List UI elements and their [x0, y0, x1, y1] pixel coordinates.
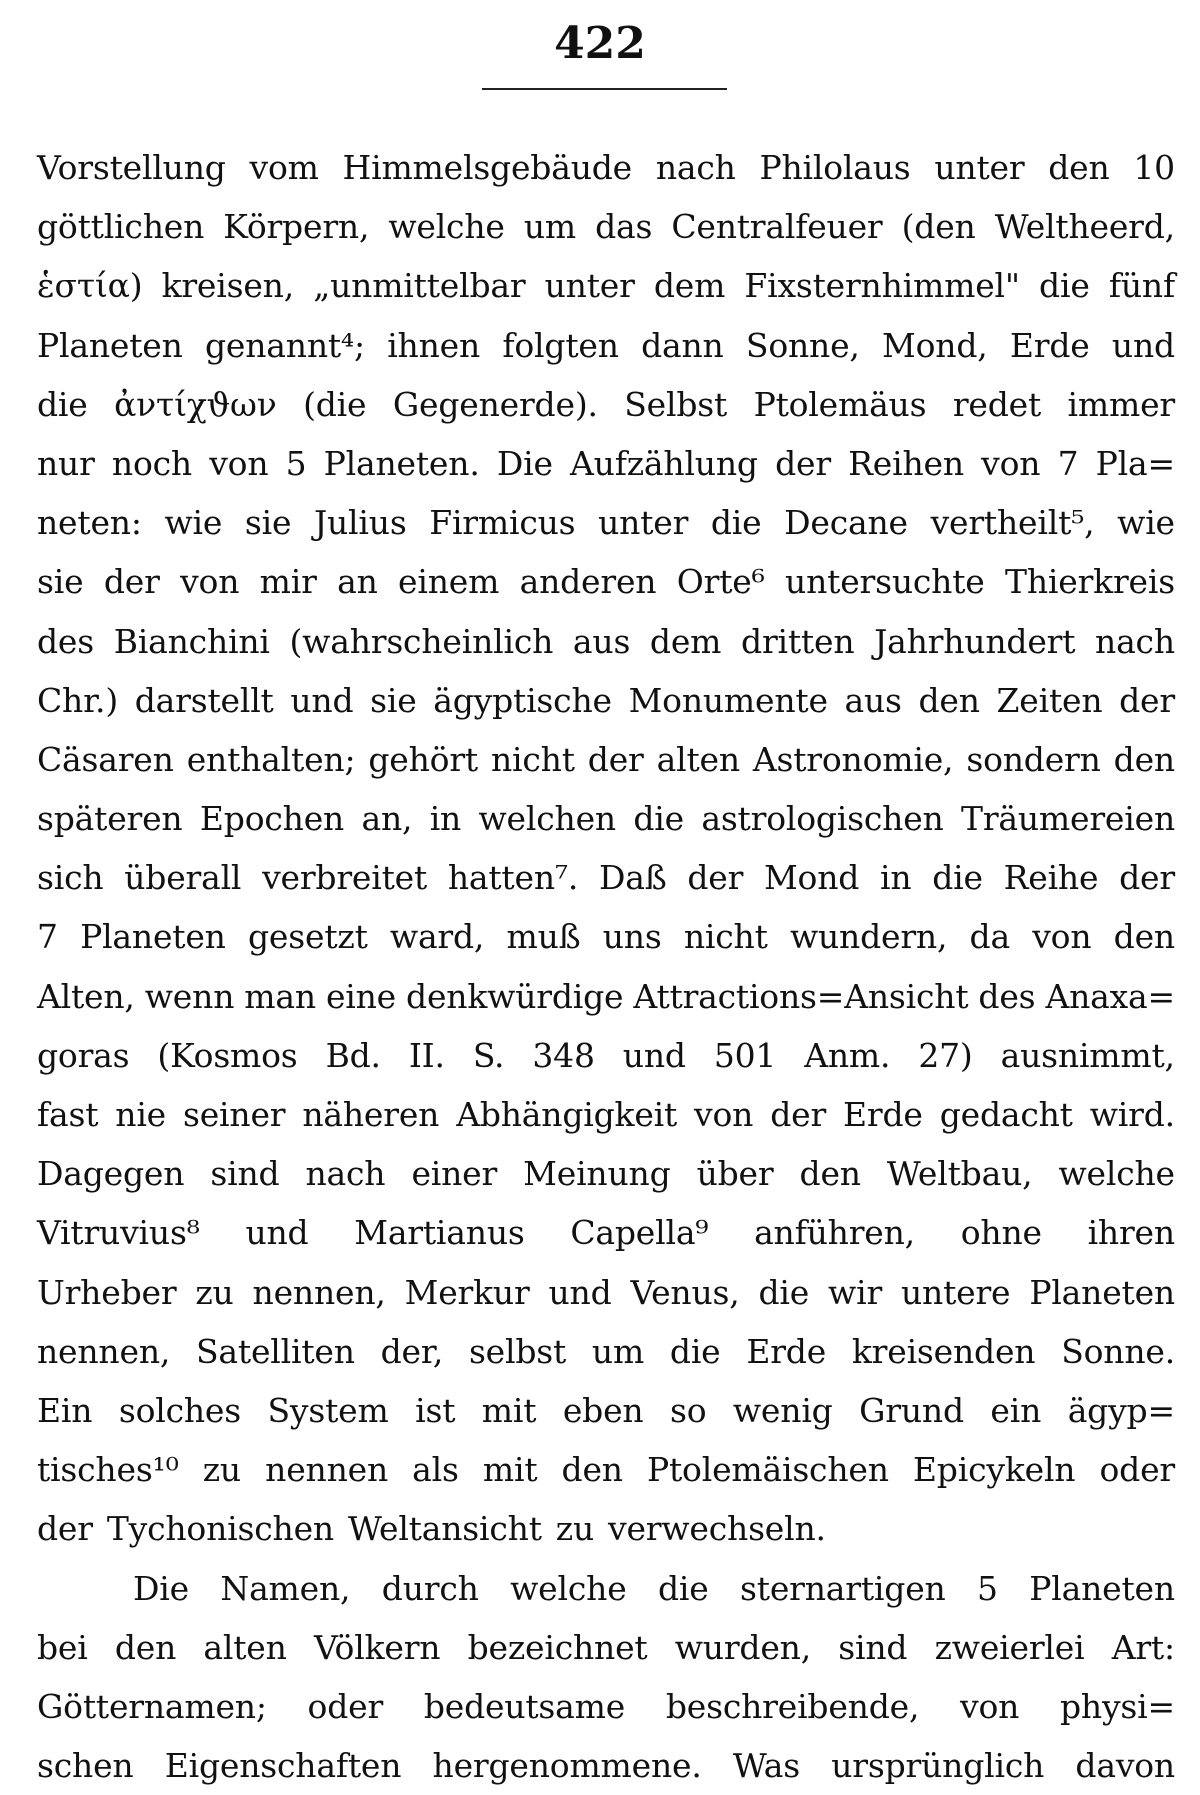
word: Cäsaren: [37, 739, 174, 779]
word: sind: [210, 1154, 280, 1194]
text-line: [37, 967, 1175, 1026]
word: Planeten: [1029, 1272, 1175, 1312]
text-line: [37, 612, 1175, 671]
word: von: [694, 1095, 754, 1134]
word: Eigenschaften: [164, 1746, 402, 1786]
header-rule: [482, 88, 727, 90]
word: System: [267, 1390, 389, 1430]
word: Himmelsgebäude: [342, 148, 633, 187]
word: wie: [1117, 503, 1175, 543]
word: tisches¹⁰: [37, 1450, 179, 1490]
word: Art:: [1111, 1627, 1175, 1667]
word: durch: [381, 1568, 479, 1608]
word: Weltheerd,: [994, 207, 1175, 247]
word: das: [595, 207, 653, 247]
word: Weltansicht: [347, 1509, 542, 1549]
word: Träumereien: [961, 799, 1175, 839]
word: einer: [411, 1154, 498, 1194]
word: Orte⁶: [676, 562, 765, 602]
word: 5: [977, 1568, 998, 1608]
word: darstellt: [134, 680, 274, 720]
word: ohne: [960, 1213, 1042, 1253]
word: über: [696, 1154, 774, 1194]
word: wundern,: [789, 917, 948, 957]
word: (den: [901, 207, 976, 247]
word: solches: [118, 1390, 241, 1430]
word: Weltbau,: [886, 1154, 1033, 1194]
word: Aufzählung: [570, 443, 758, 483]
word: der: [687, 858, 744, 898]
word: gedacht: [939, 1095, 1073, 1134]
word: aus: [572, 621, 631, 661]
word: sondern: [966, 739, 1101, 779]
word: des: [978, 976, 1036, 1016]
word: Grund: [859, 1390, 964, 1430]
word: ist: [415, 1390, 456, 1430]
word: Vitruvius⁸: [37, 1213, 200, 1253]
word: den: [114, 1627, 177, 1667]
word: welchen: [478, 799, 616, 839]
word: wie: [164, 503, 223, 543]
word: Venus,: [630, 1272, 740, 1312]
word: ägyp=: [1067, 1390, 1175, 1430]
word: ἑστία): [37, 266, 143, 306]
text-line: [37, 375, 1175, 434]
word: Sonne,: [745, 325, 860, 365]
word: von: [209, 443, 269, 483]
word: wurden,: [674, 1627, 812, 1667]
page-number: 422: [554, 18, 646, 69]
word: wir: [828, 1272, 883, 1312]
word: enthalten;: [186, 739, 356, 779]
word: dem: [653, 266, 726, 306]
word: hergenommene.: [432, 1746, 702, 1786]
word: Meinung: [523, 1154, 671, 1194]
word: einem: [398, 562, 500, 602]
text-line: [37, 1322, 1175, 1381]
word: ward,: [389, 917, 485, 957]
word: „unmittelbar: [313, 266, 526, 306]
word: 7: [1057, 443, 1079, 483]
word: der: [775, 443, 831, 483]
word: ihren: [1087, 1213, 1175, 1253]
word: die: [710, 503, 762, 543]
word: nie: [115, 1095, 167, 1134]
word: Julius: [313, 503, 407, 543]
word: sternartigen: [740, 1568, 946, 1608]
word: 501: [713, 1035, 777, 1075]
word: Gegenerde).: [392, 384, 598, 424]
word: Monumente: [628, 680, 828, 720]
word: anführen,: [754, 1213, 915, 1253]
word: anderen: [519, 562, 657, 602]
word: davon: [1075, 1746, 1175, 1786]
word: Bd.: [325, 1035, 381, 1075]
word: oder: [1099, 1450, 1175, 1490]
text-line: [37, 789, 1175, 848]
word: kreisen,: [161, 266, 295, 306]
word: redet: [952, 384, 1042, 424]
word: muß: [506, 917, 581, 957]
word: untere: [900, 1272, 1011, 1312]
word: neten:: [37, 503, 142, 543]
word: Urheber: [37, 1272, 177, 1312]
word: welche: [510, 1568, 627, 1608]
word: nach: [655, 148, 736, 187]
word: den: [1113, 739, 1175, 779]
word: zu: [555, 1509, 595, 1549]
word: Alten,: [37, 976, 135, 1016]
text-line: [37, 1618, 1175, 1677]
word: Ptolemäischen: [646, 1450, 889, 1490]
word: mir: [259, 562, 317, 602]
word: der: [587, 739, 644, 779]
word: ursprünglich: [831, 1746, 1045, 1786]
word: astrologischen: [701, 799, 944, 839]
word: bei: [37, 1627, 88, 1667]
body-text: [37, 138, 1175, 1795]
word: als: [412, 1450, 459, 1490]
word: Reihen: [848, 443, 964, 483]
word: dritten: [741, 621, 855, 661]
word: alten: [203, 1627, 287, 1667]
word: unter: [934, 148, 1025, 187]
word: den: [1113, 917, 1175, 957]
word: Dagegen: [37, 1154, 185, 1194]
word: Tychonischen: [106, 1509, 334, 1549]
word: da: [969, 917, 1010, 957]
word: Firmicus: [429, 503, 576, 543]
word: den: [918, 680, 980, 720]
word: schen: [37, 1746, 134, 1786]
word: Planeten.: [323, 443, 480, 483]
text-line: [37, 1440, 1175, 1499]
text-line: [37, 1026, 1175, 1085]
word: (wahrscheinlich: [289, 621, 554, 661]
word: bezeichnet: [467, 1627, 648, 1667]
word: Daß: [598, 858, 667, 898]
word: Sonne.: [1061, 1331, 1175, 1371]
word: Jahrhundert: [874, 621, 1076, 661]
word: Selbst: [624, 384, 728, 424]
word: Namen,: [220, 1568, 351, 1608]
word: sich: [37, 858, 104, 898]
word: sie: [370, 680, 417, 720]
word: so: [669, 1390, 707, 1430]
text-line: [37, 552, 1175, 611]
word: denkwürdige: [406, 976, 624, 1016]
word: der,: [380, 1331, 444, 1371]
text-line: [37, 316, 1175, 375]
word: überall: [124, 858, 242, 898]
word: Centralfeuer: [671, 207, 883, 247]
word: Reihe: [1003, 858, 1099, 898]
word: fünf: [1108, 266, 1175, 306]
word: genannt⁴;: [204, 325, 365, 365]
text-line: [37, 1144, 1175, 1203]
word: Capella⁹: [570, 1213, 709, 1253]
word: und: [290, 680, 354, 720]
text-line: [37, 1381, 1175, 1440]
text-line: [37, 907, 1175, 966]
word: untersuchte: [785, 562, 985, 602]
word: 10: [1133, 148, 1175, 187]
word: wird.: [1089, 1095, 1175, 1134]
word: zweierlei: [934, 1627, 1085, 1667]
word: gesetzt: [248, 917, 368, 957]
word: und: [245, 1213, 309, 1253]
word: unter: [544, 266, 635, 306]
text-line: [37, 848, 1175, 907]
word: Erde: [843, 1095, 923, 1134]
word: die: [37, 384, 88, 424]
word: von: [981, 443, 1041, 483]
word: sie: [244, 503, 292, 543]
word: der: [37, 1509, 93, 1549]
word: in: [880, 858, 912, 898]
word: Satelliten: [196, 1331, 355, 1371]
word: Attractions=Ansicht: [633, 976, 969, 1016]
word: dann: [641, 325, 724, 365]
word: fast: [37, 1095, 99, 1134]
text-line: [37, 1085, 1175, 1144]
word: der: [1119, 858, 1175, 898]
word: zu: [202, 1450, 241, 1490]
word: gehört: [368, 739, 478, 779]
word: eben: [562, 1390, 644, 1430]
word: alten: [656, 739, 740, 779]
word: verwechseln.: [608, 1509, 826, 1549]
word: welche: [1058, 1154, 1175, 1194]
text-line: [37, 138, 1175, 197]
word: selbst: [468, 1331, 567, 1371]
word: Anaxa=: [1045, 976, 1175, 1016]
word: nach: [305, 1154, 386, 1194]
word: und: [1111, 325, 1175, 365]
word: Körpern,: [223, 207, 370, 247]
word: wenig: [732, 1390, 833, 1430]
word: Astronomie,: [752, 739, 954, 779]
word: um: [591, 1331, 645, 1371]
paragraph-first-line: [37, 1559, 1175, 1618]
word: den: [1048, 148, 1110, 187]
text-line: [37, 256, 1175, 315]
word: Planeten: [37, 325, 183, 365]
word: nach: [1095, 621, 1175, 661]
text-line: [37, 434, 1175, 493]
text-line: [37, 197, 1175, 256]
word: die: [932, 858, 983, 898]
word: Epochen: [199, 799, 345, 839]
text-line: [37, 671, 1175, 730]
word: Thierkreis: [1005, 562, 1175, 602]
word: Erde: [746, 1331, 827, 1371]
word: mit: [482, 1450, 538, 1490]
word: (Kosmos: [157, 1035, 298, 1075]
word: Erde: [1009, 325, 1090, 365]
word: von: [1032, 917, 1092, 957]
word: der: [770, 1095, 827, 1134]
word: kreisenden: [851, 1331, 1036, 1371]
word: vertheilt⁵,: [930, 503, 1095, 543]
word: in: [429, 799, 462, 839]
word: mit: [481, 1390, 537, 1430]
word: näheren: [302, 1095, 440, 1134]
text-line: [37, 1203, 1175, 1262]
word: Philolaus: [759, 148, 911, 187]
word: S.: [472, 1035, 505, 1075]
word: welche: [388, 207, 505, 247]
word: den: [799, 1154, 861, 1194]
word: Mond: [763, 858, 860, 898]
word: oder: [307, 1686, 384, 1726]
word: noch: [111, 443, 192, 483]
word: II.: [408, 1035, 445, 1075]
word: den: [561, 1450, 623, 1490]
text-line: [37, 1736, 1175, 1795]
word: nicht: [683, 917, 768, 957]
word: des: [37, 621, 94, 661]
word: Zeiten: [996, 680, 1103, 720]
text-line: [37, 493, 1175, 552]
word: immer: [1067, 384, 1175, 424]
word: seiner: [182, 1095, 286, 1134]
word: Ein: [37, 1390, 93, 1430]
word: Bianchini: [113, 621, 270, 661]
word: Decane: [784, 503, 908, 543]
word: und: [548, 1272, 612, 1312]
word: Fixsternhimmel": [744, 266, 1020, 306]
word: nennen,: [37, 1331, 171, 1371]
word: Die: [133, 1568, 189, 1608]
word: Was: [732, 1746, 800, 1786]
word: Vorstellung: [37, 148, 226, 187]
word: ihnen: [387, 325, 481, 365]
paragraph-last-line: [37, 1499, 1175, 1558]
word: dem: [649, 621, 722, 661]
word: sind: [838, 1627, 908, 1667]
word: nennen: [265, 1450, 389, 1490]
word: der: [103, 562, 160, 602]
word: Merkur: [404, 1272, 530, 1312]
word: Planeten: [1029, 1568, 1175, 1608]
word: wenn: [144, 976, 235, 1016]
word: Götternamen;: [37, 1686, 267, 1726]
word: nennen,: [252, 1272, 386, 1312]
word: sie: [37, 562, 84, 602]
word: Planeten: [80, 917, 226, 957]
word: unter: [598, 503, 689, 543]
word: die: [669, 1331, 721, 1371]
text-line: [37, 1677, 1175, 1736]
word: folgten: [502, 325, 619, 365]
word: Abhängigkeit: [456, 1095, 678, 1134]
word: Pla=: [1095, 443, 1175, 483]
text-line: [37, 1263, 1175, 1322]
word: Epicykeln: [912, 1450, 1076, 1490]
word: Martianus: [354, 1213, 525, 1253]
word: physi=: [1059, 1686, 1175, 1726]
word: um: [523, 207, 576, 247]
word: von: [180, 562, 240, 602]
word: vom: [249, 148, 319, 187]
word: ein: [990, 1390, 1042, 1430]
word: goras: [37, 1035, 130, 1075]
word: verbreitet: [262, 858, 428, 898]
word: die: [633, 799, 684, 839]
word: an: [337, 562, 378, 602]
word: an,: [361, 799, 413, 839]
word: beschreibende,: [665, 1686, 920, 1726]
word: nur: [37, 443, 95, 483]
word: 5: [285, 443, 307, 483]
word: bedeutsame: [423, 1686, 626, 1726]
word: hatten⁷.: [447, 858, 579, 898]
word: von: [960, 1686, 1020, 1726]
word: Anm.: [804, 1035, 891, 1075]
word: der: [1119, 680, 1175, 720]
word: ägyptische: [433, 680, 612, 720]
word: 348: [532, 1035, 595, 1075]
word: zu: [195, 1272, 234, 1312]
word: 7: [37, 917, 58, 957]
word: (die: [303, 384, 367, 424]
word: die: [1039, 266, 1090, 306]
word: uns: [602, 917, 662, 957]
word: man: [244, 976, 316, 1016]
word: göttlichen: [37, 207, 205, 247]
word: Mond,: [882, 325, 988, 365]
word: und: [622, 1035, 686, 1075]
word: 27): [918, 1035, 973, 1075]
word: ἀντίχϑων: [114, 384, 277, 424]
word: nicht: [490, 739, 575, 779]
word: die: [758, 1272, 810, 1312]
word: die: [657, 1568, 709, 1608]
word: aus: [844, 680, 902, 720]
word: Ptolemäus: [753, 384, 927, 424]
word: späteren: [37, 799, 183, 839]
word: Chr.): [37, 680, 119, 720]
word: eine: [325, 976, 397, 1016]
word: Die: [496, 443, 553, 483]
word: ausnimmt,: [1000, 1035, 1175, 1075]
word: Völkern: [313, 1627, 441, 1667]
text-line: [37, 730, 1175, 789]
